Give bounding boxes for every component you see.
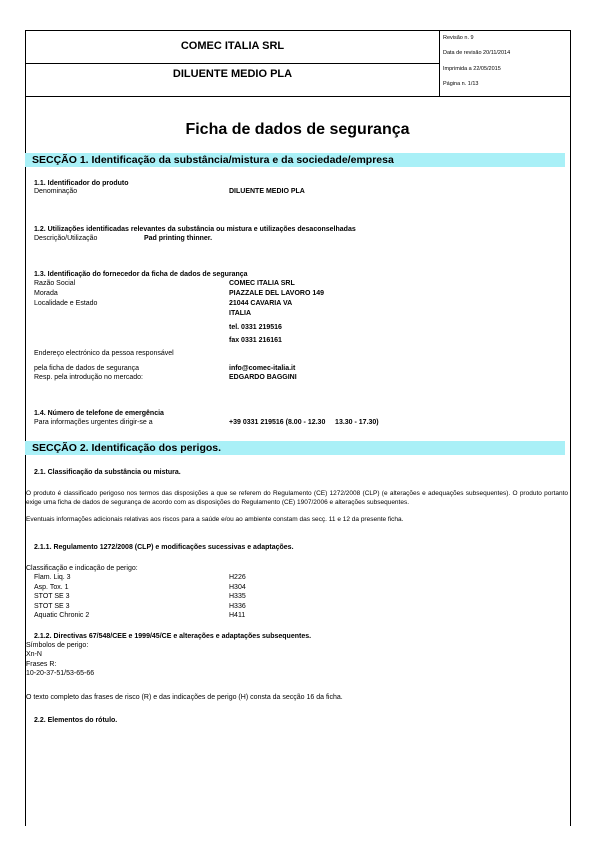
symbols-value: Xn-N [26, 651, 42, 658]
uso-value: Pad printing thinner. [144, 235, 213, 242]
hazard-code: H335 [229, 593, 246, 600]
s21-title: 2.1. Classificação da substância ou mistura. [34, 469, 181, 476]
localidade-label: Localidade e Estado [34, 300, 98, 307]
s212-title: 2.1.2. Directivas 67/548/CEE e 1999/45/CE e alterações e adaptações subsequentes. [34, 633, 312, 640]
s11-title: 1.1. Identificador do produto [34, 180, 129, 187]
risk-phrases-label: Frases R: [26, 661, 57, 668]
urgencia-label: Para informações urgentes dirigir-se a [34, 419, 153, 426]
morada-label: Morada [34, 290, 58, 297]
revision-number: Revisão n. 9 [443, 35, 474, 41]
denominacao-label: Denominação [34, 188, 78, 195]
section1-heading: SECÇÃO 1. Identificação da substância/mistura e da sociedade/empresa [32, 154, 394, 166]
symbols-label: Símbolos de perigo: [26, 642, 89, 649]
denominacao-value: DILUENTE MEDIO PLA [229, 188, 305, 195]
header-divider-vertical [439, 31, 440, 97]
additional-info-paragraph: Eventuais informações adicionais relativas aos riscos para a saúde e/ou ao ambiente constam das secç. 11 e 12 da presente ficha. [26, 516, 404, 523]
classification-paragraph: O produto é classificado perigoso nos termos das disposições a que se referem do Regulamento (CE) 1272/2008 (CLP) (e alterações e adequações subsequentes). O produto portanto exige uma ficha de dados de segurança de acordo com as disposições do Regulamento (CE) 1907/2006 e alterações subsequentes. [26, 490, 568, 506]
revision-date: Data de revisão 20/11/2014 [443, 50, 511, 56]
email-label-2: pela ficha de dados de segurança [34, 365, 140, 372]
risk-phrases-value: 10-20-37-51/53-65-66 [26, 670, 95, 677]
hazard-code: H304 [229, 583, 246, 591]
email-value: info@comec-italia.it [229, 365, 296, 372]
hazard-name: STOT SE 3 [34, 602, 70, 610]
uso-label: Descrição/Utilização [34, 235, 98, 242]
email-label: Endereço electrónico da pessoa responsável [34, 350, 174, 357]
company-name: COMEC ITALIA SRL [180, 40, 285, 52]
classification-label: Classificação e indicação de perigo: [26, 565, 138, 572]
fax-value: fax 0331 216161 [229, 337, 282, 344]
product-name: DILUENTE MEDIO PLA [172, 68, 293, 80]
hazard-code: H226 [229, 574, 246, 581]
section2-heading-bar [25, 441, 565, 455]
hazard-name: STOT SE 3 [34, 593, 70, 600]
tel-value: tel. 0331 219516 [229, 324, 282, 331]
s12-title: 1.2. Utilizações identificadas relevantes da substância ou mistura e utilizações desaconselhadas [34, 226, 356, 233]
s22-title: 2.2. Elementos do rótulo. [34, 717, 118, 724]
section2-heading: SECÇÃO 2. Identificação dos perigos. [32, 442, 222, 454]
print-date: Imprimida a 22/05/2015 [443, 66, 501, 72]
page-number: Página n. 1/13 [443, 81, 479, 87]
resp-value: EDGARDO BAGGINI [229, 374, 297, 381]
localidade-value: 21044 CAVARIA VA [229, 300, 293, 307]
document-title: Ficha de dados de segurança [185, 121, 410, 138]
header-divider-horizontal [26, 63, 439, 64]
razao-label: Razão Social [34, 280, 76, 287]
s14-title: 1.4. Número de telefone de emergência [34, 410, 164, 417]
hazard-name: Aquatic Chronic 2 [34, 612, 90, 619]
hazard-code: H411 [229, 612, 246, 619]
hazard-code: H336 [229, 602, 246, 610]
s13-title: 1.3. Identificação do fornecedor da ficha de dados de segurança [34, 271, 248, 278]
full-text-note: O texto completo das frases de risco (R) e das indicações de perigo (H) consta da secção 16 da ficha. [26, 694, 343, 701]
header-table [25, 30, 571, 97]
pais-value: ITALIA [229, 310, 252, 317]
morada-value: PIAZZALE DEL LAVORO 149 [229, 290, 325, 297]
razao-value: COMEC ITALIA SRL [229, 280, 295, 287]
s211-title: 2.1.1. Regulamento 1272/2008 (CLP) e modificações sucessivas e adaptações. [34, 544, 294, 551]
urgencia-value: +39 0331 219516 (8.00 - 12.30 13.30 - 17.30) [229, 419, 379, 426]
hazard-name: Flam. Liq. 3 [34, 574, 71, 581]
hazard-name: Asp. Tox. 1 [34, 583, 69, 591]
resp-label: Resp. pela introdução no mercado: [34, 374, 143, 381]
section1-heading-bar [25, 153, 565, 167]
